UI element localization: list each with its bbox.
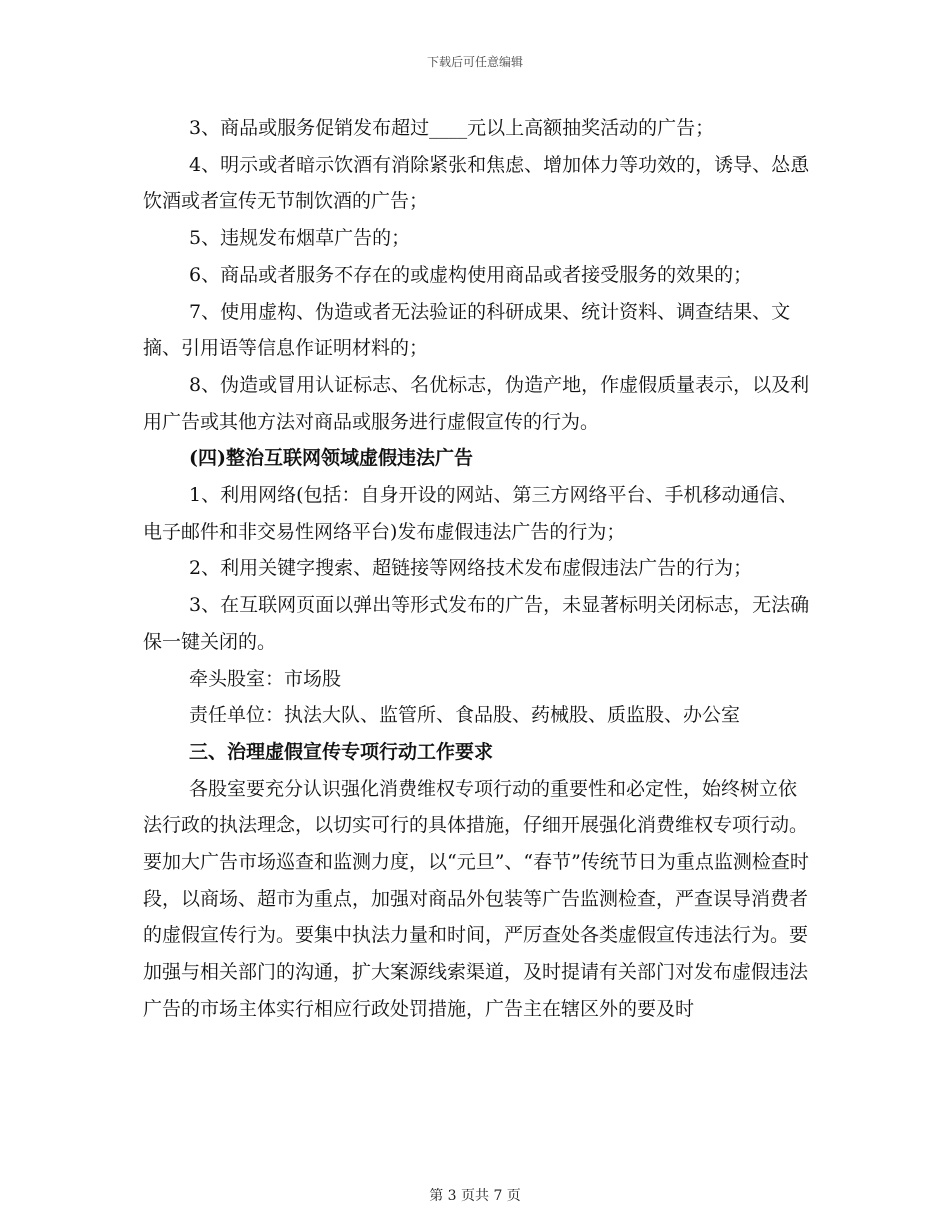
list-item-2-search-links: 2、利用关键字搜索、超链接等网络技术发布虚假违法广告的行为； [189, 557, 753, 580]
document-body [143, 110, 813, 1028]
list-item-7-fabricated-evidence: 7、使用虚构、伪造或者无法验证的科研成果、统计资料、调查结果、文摘、引用语等信息作证明材料的； [143, 300, 791, 360]
list-item-1-network: 1、利用网络(包括：自身开设的网站、第三方网络平台、手机移动通信、电子邮件和非交易性网络平台)发布虚假违法广告的行为； [143, 484, 798, 543]
lead-office: 牵头股室：市场股 [189, 667, 342, 690]
responsible-units: 责任单位：执法大队、监管所、食品股、药械股、质监股、办公室 [189, 704, 741, 727]
list-item-4-alcohol-ads: 4、明示或者暗示饮酒有消除紧张和焦虑、增加体力等功效的，诱导、怂恿饮酒或者宣传无节制饮酒的广告； [143, 153, 810, 213]
page-header: 下载后可任意编辑 [426, 55, 523, 69]
requirements-paragraph: 各股室要充分认识强化消费维权专项行动的重要性和必定性，始终树立依法行政的执法理念，以切实可行的具体措施，仔细开展强化消费维权专项行动。要加大广告市场巡查和监测力度，以“元旦”、“春节”传统节日为重点监测检查时段，以商场、超市为重点，加强对商品外包装等广告监测检查，严查误导消费者的虚假宣传行为。要集中执法力量和时间，严厉查处各类虚假宣传违法行为。要加强与相关部门的沟通，扩大案源线索渠道，及时提请有关部门对发布虚假违法广告的市场主体实行相应行政处罚措施，广告主在辖区外的要及时 [143, 777, 809, 1020]
list-item-3-popups: 3、在互联网页面以弹出等形式发布的广告，未显著标明关闭标志，无法确保一键关闭的。 [143, 594, 810, 653]
page-footer: 第 3 页共 7 页 [429, 1188, 521, 1204]
list-item-3-prize-promotion: 3、商品或服务促销发布超过____元以上高额抽奖活动的广告； [189, 117, 715, 139]
section-heading-internet: (四)整治互联网领域虚假违法广告 [189, 447, 473, 470]
section-heading-requirements: 三、治理虚假宣传专项行动工作要求 [189, 740, 494, 763]
list-item-8-forged-marks: 8、伪造或冒用认证标志、名优标志，伪造产地，作虚假质量表示，以及利用广告或其他方法对商品或服务进行虚假宣传的行为。 [143, 373, 810, 433]
list-item-6-fake-effects: 6、商品或者服务不存在的或虚构使用商品或者接受服务的效果的； [189, 263, 753, 286]
list-item-5-tobacco-ads: 5、违规发布烟草广告的； [189, 227, 411, 250]
